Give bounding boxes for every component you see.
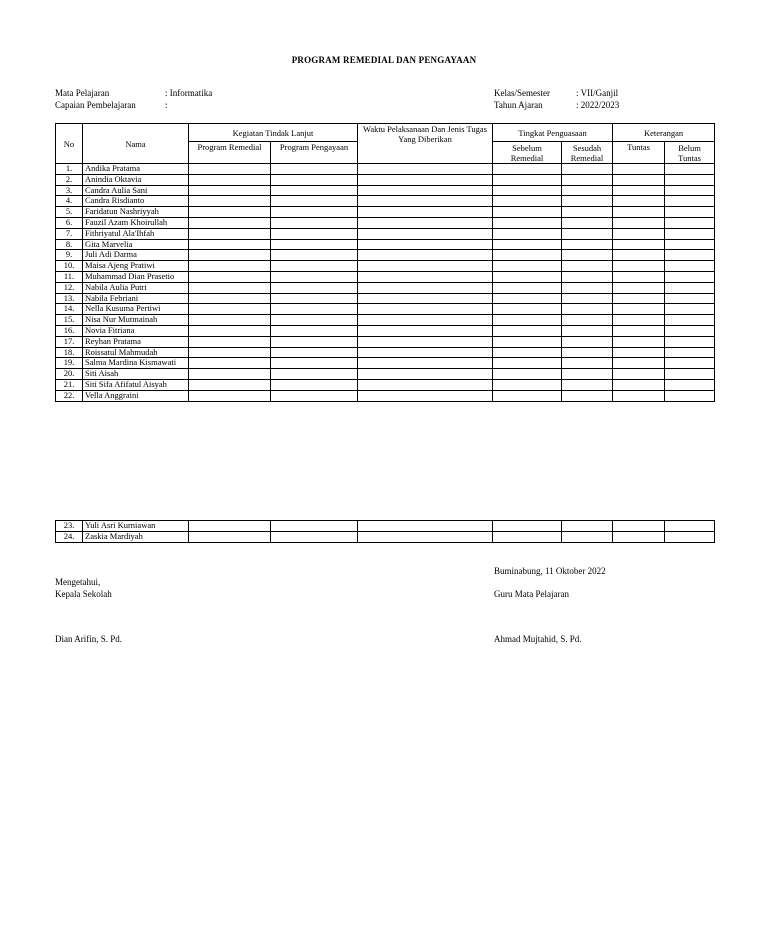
mapel-label: Mata Pelajaran xyxy=(55,88,110,98)
empty-cell xyxy=(271,250,358,261)
table-row xyxy=(56,293,715,304)
header-tingkat: Tingkat Penguasaan xyxy=(493,124,613,142)
empty-cell xyxy=(493,250,562,261)
student-name: Fithriyatul Ala'Ihfah xyxy=(83,228,189,239)
empty-cell xyxy=(613,282,665,293)
empty-cell xyxy=(562,250,613,261)
empty-cell xyxy=(271,261,358,272)
empty-cell xyxy=(189,196,271,207)
empty-cell xyxy=(189,271,271,282)
empty-cell xyxy=(665,164,715,175)
empty-cell xyxy=(613,164,665,175)
empty-cell xyxy=(613,369,665,380)
empty-cell xyxy=(613,325,665,336)
student-name: Muhammad Dian Prasetio xyxy=(83,271,189,282)
student-name: Faridatun Nashriyyah xyxy=(83,207,189,218)
row-number: 20. xyxy=(56,369,83,380)
table-row xyxy=(56,347,715,358)
table-row xyxy=(56,250,715,261)
student-name: Nabila Aulia Putri xyxy=(83,282,189,293)
empty-cell xyxy=(493,185,562,196)
empty-cell xyxy=(358,164,493,175)
empty-cell xyxy=(189,261,271,272)
empty-cell xyxy=(271,379,358,390)
row-number: 11. xyxy=(56,271,83,282)
empty-cell xyxy=(665,293,715,304)
empty-cell xyxy=(562,521,613,532)
table-row xyxy=(56,531,715,542)
row-number: 7. xyxy=(56,228,83,239)
empty-cell xyxy=(562,358,613,369)
student-name: Juli Adi Darma xyxy=(83,250,189,261)
empty-cell xyxy=(271,228,358,239)
student-name: Candra Risdianto xyxy=(83,196,189,207)
row-number: 2. xyxy=(56,174,83,185)
empty-cell xyxy=(665,347,715,358)
table-row xyxy=(56,358,715,369)
empty-cell xyxy=(613,315,665,326)
mengetahui-label: Mengetahui, xyxy=(55,577,101,587)
empty-cell xyxy=(613,336,665,347)
empty-cell xyxy=(613,185,665,196)
capaian-label: Capaian Pembelajaran xyxy=(55,100,136,110)
empty-cell xyxy=(562,261,613,272)
table-row xyxy=(56,282,715,293)
empty-cell xyxy=(189,531,271,542)
empty-cell xyxy=(358,228,493,239)
empty-cell xyxy=(358,239,493,250)
empty-cell xyxy=(271,369,358,380)
empty-cell xyxy=(271,304,358,315)
student-name: Andika Pratama xyxy=(83,164,189,175)
empty-cell xyxy=(562,390,613,401)
empty-cell xyxy=(493,207,562,218)
empty-cell xyxy=(562,325,613,336)
header-tuntas: Tuntas xyxy=(613,142,665,164)
empty-cell xyxy=(493,174,562,185)
table-row xyxy=(56,325,715,336)
empty-cell xyxy=(189,239,271,250)
empty-cell xyxy=(613,207,665,218)
table-row xyxy=(56,390,715,401)
empty-cell xyxy=(613,196,665,207)
empty-cell xyxy=(493,271,562,282)
empty-cell xyxy=(358,369,493,380)
empty-cell xyxy=(493,164,562,175)
empty-cell xyxy=(493,531,562,542)
empty-cell xyxy=(613,304,665,315)
empty-cell xyxy=(613,261,665,272)
row-number: 10. xyxy=(56,261,83,272)
table-row xyxy=(56,164,715,175)
empty-cell xyxy=(665,239,715,250)
header-kegiatan: Kegiatan Tindak Lanjut xyxy=(189,124,358,142)
empty-cell xyxy=(189,369,271,380)
empty-cell xyxy=(493,261,562,272)
empty-cell xyxy=(189,347,271,358)
empty-cell xyxy=(189,185,271,196)
student-name: Nella Kusuma Pertiwi xyxy=(83,304,189,315)
mapel-value: : Informatika xyxy=(165,88,213,98)
tahun-value: : 2022/2023 xyxy=(576,100,620,110)
empty-cell xyxy=(189,315,271,326)
header-belum-tuntas: Belum Tuntas xyxy=(665,142,715,164)
empty-cell xyxy=(665,325,715,336)
student-name: Maisa Ajeng Pratiwi xyxy=(83,261,189,272)
empty-cell xyxy=(613,271,665,282)
empty-cell xyxy=(665,379,715,390)
empty-cell xyxy=(562,271,613,282)
row-number: 4. xyxy=(56,196,83,207)
empty-cell xyxy=(189,250,271,261)
row-number: 13. xyxy=(56,293,83,304)
table-row xyxy=(56,207,715,218)
empty-cell xyxy=(493,196,562,207)
student-name: Nisa Nur Mutmainah xyxy=(83,315,189,326)
row-number: 19. xyxy=(56,358,83,369)
empty-cell xyxy=(665,228,715,239)
student-name: Gita Marvelia xyxy=(83,239,189,250)
empty-cell xyxy=(189,207,271,218)
empty-cell xyxy=(271,325,358,336)
empty-cell xyxy=(271,217,358,228)
empty-cell xyxy=(493,239,562,250)
kelas-label: Kelas/Semester xyxy=(494,88,550,98)
empty-cell xyxy=(665,358,715,369)
empty-cell xyxy=(271,239,358,250)
empty-cell xyxy=(665,250,715,261)
kepala-sekolah-label: Kepala Sekolah xyxy=(55,589,112,599)
empty-cell xyxy=(562,304,613,315)
empty-cell xyxy=(271,336,358,347)
empty-cell xyxy=(613,250,665,261)
row-number: 15. xyxy=(56,315,83,326)
empty-cell xyxy=(562,379,613,390)
empty-cell xyxy=(562,293,613,304)
remedial-table-continued xyxy=(55,520,715,543)
empty-cell xyxy=(493,347,562,358)
empty-cell xyxy=(358,358,493,369)
table-row xyxy=(56,217,715,228)
student-name: Fauzil Azam Khoirullah xyxy=(83,217,189,228)
empty-cell xyxy=(358,390,493,401)
header-nama: Nama xyxy=(83,124,189,164)
empty-cell xyxy=(613,174,665,185)
row-number: 8. xyxy=(56,239,83,250)
document-title: PROGRAM REMEDIAL DAN PENGAYAAN xyxy=(291,55,477,65)
empty-cell xyxy=(665,261,715,272)
empty-cell xyxy=(358,271,493,282)
empty-cell xyxy=(189,228,271,239)
empty-cell xyxy=(493,521,562,532)
empty-cell xyxy=(189,521,271,532)
row-number: 16. xyxy=(56,325,83,336)
empty-cell xyxy=(613,521,665,532)
empty-cell xyxy=(613,239,665,250)
empty-cell xyxy=(665,531,715,542)
empty-cell xyxy=(358,196,493,207)
empty-cell xyxy=(358,336,493,347)
empty-cell xyxy=(493,282,562,293)
capaian-value: : xyxy=(165,100,168,110)
empty-cell xyxy=(562,196,613,207)
empty-cell xyxy=(665,315,715,326)
empty-cell xyxy=(358,282,493,293)
empty-cell xyxy=(358,521,493,532)
empty-cell xyxy=(271,358,358,369)
row-number: 12. xyxy=(56,282,83,293)
empty-cell xyxy=(189,304,271,315)
header-sebelum: Sebelum Remedial xyxy=(493,142,562,164)
empty-cell xyxy=(358,325,493,336)
student-name: Zaskia Mardiyah xyxy=(83,531,189,542)
empty-cell xyxy=(271,207,358,218)
empty-cell xyxy=(189,217,271,228)
empty-cell xyxy=(358,207,493,218)
row-number: 5. xyxy=(56,207,83,218)
empty-cell xyxy=(613,228,665,239)
empty-cell xyxy=(665,174,715,185)
empty-cell xyxy=(613,358,665,369)
header-no: No xyxy=(56,124,83,164)
empty-cell xyxy=(271,293,358,304)
empty-cell xyxy=(665,521,715,532)
empty-cell xyxy=(271,531,358,542)
row-number: 21. xyxy=(56,379,83,390)
empty-cell xyxy=(358,379,493,390)
empty-cell xyxy=(562,185,613,196)
empty-cell xyxy=(189,390,271,401)
empty-cell xyxy=(613,293,665,304)
row-number: 3. xyxy=(56,185,83,196)
empty-cell xyxy=(665,271,715,282)
student-name: Salma Mardina Kismawati xyxy=(83,358,189,369)
row-number: 9. xyxy=(56,250,83,261)
empty-cell xyxy=(493,379,562,390)
empty-cell xyxy=(493,315,562,326)
row-number: 18. xyxy=(56,347,83,358)
empty-cell xyxy=(665,369,715,380)
empty-cell xyxy=(358,531,493,542)
empty-cell xyxy=(493,336,562,347)
empty-cell xyxy=(613,531,665,542)
row-number: 1. xyxy=(56,164,83,175)
empty-cell xyxy=(665,217,715,228)
empty-cell xyxy=(562,282,613,293)
table-row xyxy=(56,369,715,380)
student-name: Anindia Oktavia xyxy=(83,174,189,185)
row-number: 24. xyxy=(56,531,83,542)
empty-cell xyxy=(665,304,715,315)
empty-cell xyxy=(271,196,358,207)
empty-cell xyxy=(358,185,493,196)
empty-cell xyxy=(189,282,271,293)
header-sesudah: Sesudah Remedial xyxy=(562,142,613,164)
empty-cell xyxy=(271,164,358,175)
empty-cell xyxy=(271,271,358,282)
empty-cell xyxy=(189,293,271,304)
student-name: Candra Aulia Sani xyxy=(83,185,189,196)
empty-cell xyxy=(493,325,562,336)
empty-cell xyxy=(562,336,613,347)
kepala-sekolah-name: Dian Arifin, S. Pd. xyxy=(55,634,123,644)
guru-label: Guru Mata Pelajaran xyxy=(494,589,569,599)
student-name: Siti Aisah xyxy=(83,369,189,380)
empty-cell xyxy=(271,174,358,185)
row-number: 22. xyxy=(56,390,83,401)
empty-cell xyxy=(189,325,271,336)
empty-cell xyxy=(271,315,358,326)
header-program-remedial: Program Remedial xyxy=(189,142,271,164)
student-name: Siti Sifa Afifatul Aisyah xyxy=(83,379,189,390)
empty-cell xyxy=(562,164,613,175)
row-number: 17. xyxy=(56,336,83,347)
table-row xyxy=(56,196,715,207)
empty-cell xyxy=(562,207,613,218)
header-keterangan: Keterangan xyxy=(613,124,715,142)
empty-cell xyxy=(189,164,271,175)
empty-cell xyxy=(665,185,715,196)
empty-cell xyxy=(189,336,271,347)
empty-cell xyxy=(358,293,493,304)
empty-cell xyxy=(358,315,493,326)
remedial-table xyxy=(55,123,715,402)
empty-cell xyxy=(271,390,358,401)
empty-cell xyxy=(358,261,493,272)
empty-cell xyxy=(493,390,562,401)
empty-cell xyxy=(665,336,715,347)
empty-cell xyxy=(493,358,562,369)
student-name: Yuli Asri Kurniawan xyxy=(83,521,189,532)
empty-cell xyxy=(562,239,613,250)
table-row xyxy=(56,174,715,185)
empty-cell xyxy=(493,217,562,228)
row-number: 14. xyxy=(56,304,83,315)
empty-cell xyxy=(358,304,493,315)
empty-cell xyxy=(493,304,562,315)
place-date: Buminabung, 11 Oktober 2022 xyxy=(494,566,606,576)
table-row xyxy=(56,521,715,532)
empty-cell xyxy=(493,293,562,304)
empty-cell xyxy=(189,174,271,185)
student-name: Vella Anggraini xyxy=(83,390,189,401)
empty-cell xyxy=(358,250,493,261)
table-row xyxy=(56,261,715,272)
empty-cell xyxy=(665,390,715,401)
empty-cell xyxy=(271,347,358,358)
empty-cell xyxy=(665,282,715,293)
empty-cell xyxy=(562,347,613,358)
table-row xyxy=(56,304,715,315)
empty-cell xyxy=(613,390,665,401)
empty-cell xyxy=(271,282,358,293)
student-name: Nabila Febriani xyxy=(83,293,189,304)
student-name: Novia Fitriana xyxy=(83,325,189,336)
empty-cell xyxy=(562,228,613,239)
empty-cell xyxy=(665,207,715,218)
empty-cell xyxy=(493,369,562,380)
empty-cell xyxy=(562,369,613,380)
header-waktu: Waktu Pelaksanaan Dan Jenis Tugas Yang Diberikan xyxy=(358,124,493,164)
table-row xyxy=(56,379,715,390)
table-row xyxy=(56,336,715,347)
row-number: 23. xyxy=(56,521,83,532)
table-row xyxy=(56,315,715,326)
empty-cell xyxy=(271,521,358,532)
empty-cell xyxy=(613,379,665,390)
student-name: Roissatul Mahmudah xyxy=(83,347,189,358)
empty-cell xyxy=(271,185,358,196)
header-program-pengayaan: Program Pengayaan xyxy=(271,142,358,164)
empty-cell xyxy=(613,347,665,358)
empty-cell xyxy=(189,379,271,390)
student-name: Reyhan Pratama xyxy=(83,336,189,347)
empty-cell xyxy=(562,217,613,228)
tahun-label: Tahun Ajaran xyxy=(494,100,543,110)
guru-name: Ahmad Mujtahid, S. Pd. xyxy=(494,634,582,644)
empty-cell xyxy=(358,174,493,185)
empty-cell xyxy=(562,531,613,542)
empty-cell xyxy=(613,217,665,228)
empty-cell xyxy=(562,315,613,326)
empty-cell xyxy=(493,228,562,239)
empty-cell xyxy=(562,174,613,185)
table-row xyxy=(56,239,715,250)
table-row xyxy=(56,228,715,239)
kelas-value: : VII/Ganjil xyxy=(576,88,619,98)
empty-cell xyxy=(358,347,493,358)
table-row xyxy=(56,185,715,196)
row-number: 6. xyxy=(56,217,83,228)
empty-cell xyxy=(358,217,493,228)
table-row xyxy=(56,271,715,282)
empty-cell xyxy=(665,196,715,207)
empty-cell xyxy=(189,358,271,369)
